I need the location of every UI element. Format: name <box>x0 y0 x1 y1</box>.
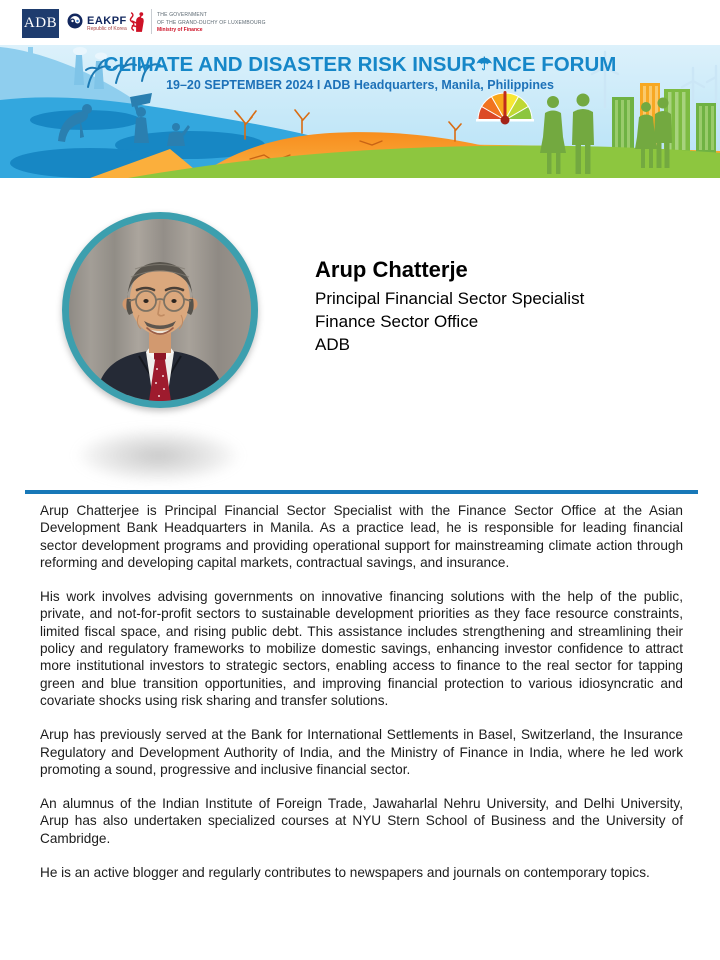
speaker-office: Finance Sector Office <box>315 312 479 331</box>
bio-paragraph: Arup Chatterjee is Principal Financial Sector Specialist with the Finance Sector Office at the Asian Development Bank Headquarters in Manila. As a practice lead, he is responsible for leading financial sector development programs and providing operational support for mainstreaming climate action through reforming and developing capital markets, contractual savings, and insurance. <box>40 503 683 570</box>
logo-divider <box>151 9 152 34</box>
speaker-title: Principal Financial Sector Specialist <box>315 289 585 308</box>
luxembourg-line1: THE GOVERNMENT <box>157 12 208 18</box>
adb-logo <box>22 9 59 38</box>
blurred-signature <box>55 418 270 493</box>
event-title: CLIMATE AND DISASTER RISK INSUR☂NCE FORUM <box>103 53 617 76</box>
luxembourg-logo <box>128 9 266 40</box>
eakpf-taeguk-icon <box>67 13 83 34</box>
speaker-bio-text <box>40 502 683 898</box>
luxembourg-line2: OF THE GRAND-DUCHY OF LUXEMBOURG <box>157 19 266 26</box>
eakpf-label: EAKPF <box>87 14 127 27</box>
section-divider <box>25 490 698 494</box>
speaker-organization: ADB <box>315 335 350 354</box>
bio-paragraph: Arup has previously served at the Bank for International Settlements in Basel, Switzerland, the Insurance Regulatory and Development Authority of India, and the Ministry of Finance in India, where he led work promoting a sound, progressive and inclusive financial sector. <box>40 727 683 777</box>
speaker-info <box>315 256 584 356</box>
logo-bar <box>0 0 720 45</box>
speaker-name: Arup Chatterje <box>315 257 468 282</box>
speaker-portrait-illustration <box>69 219 251 401</box>
bio-paragraph: He is an active blogger and regularly contributes to newspapers and journals on contemporary topics. <box>40 865 650 881</box>
event-date-location: 19–20 SEPTEMBER 2024 I ADB Headquarters, Manila, Philippines <box>166 78 554 92</box>
bio-paragraph: His work involves advising governments on innovative financing solutions with the help of the public, private, and not-for-profit sectors to sustainable development priorities as they face resource constraints, limited fiscal space, and rising public debt. This assistance includes strengthening and streamlining their policy and regulatory frameworks to mobilize domestic savings, enhancing investor confidence to attract more institutional investors to strategic sectors, enabling access to finance to the real sector for tapping green and blue transition opportunities, and improving financial protection to various idiosyncratic and covariate shocks using risk sharing and transfer solutions. <box>40 589 683 708</box>
event-banner <box>0 45 720 178</box>
luxembourg-line3: Ministry of Finance <box>157 27 203 33</box>
eakpf-sublabel: Republic of Korea <box>87 25 127 32</box>
umbrella-icon: ☂ <box>476 54 493 74</box>
eakpf-logo <box>67 13 127 34</box>
luxembourg-lion-icon <box>128 9 146 40</box>
speaker-photo <box>62 212 258 408</box>
bio-paragraph: An alumnus of the Indian Institute of Foreign Trade, Jawaharlal Nehru University, and Delhi University, Arup has also undertaken specialized courses at NYU Stern School of Business and the University of Cambridge. <box>40 796 683 846</box>
adb-logo-label: ADB <box>23 15 58 31</box>
